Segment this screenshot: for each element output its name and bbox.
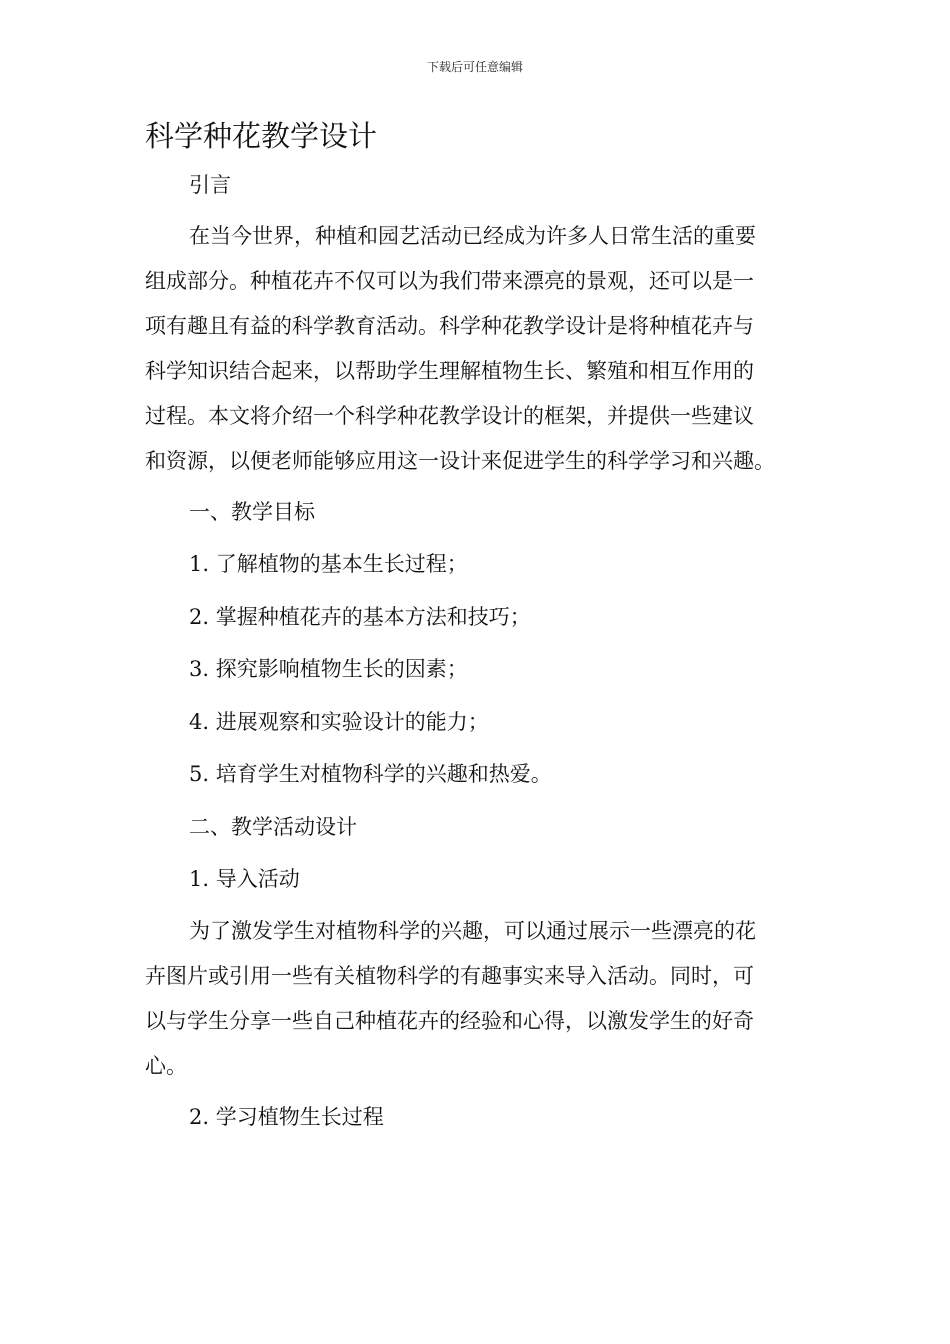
list-item: 4. 进展观察和实验设计的能力； xyxy=(189,710,489,734)
section-heading-activities: 二、教学活动设计 xyxy=(189,815,357,839)
paragraph-line: 以与学生分享一些自己种植花卉的经验和心得，以激发学生的好奇 xyxy=(145,1009,754,1033)
paragraph-line: 过程。本文将介绍一个科学种花教学设计的框架，并提供一些建议 xyxy=(145,404,754,428)
paragraph-line: 为了激发学生对植物科学的兴趣，可以通过展示一些漂亮的花 xyxy=(189,919,756,943)
list-item: 5. 培育学生对植物科学的兴趣和热爱。 xyxy=(189,762,552,786)
paragraph-line: 科学知识结合起来，以帮助学生理解植物生长、繁殖和相互作用的 xyxy=(145,359,754,383)
paragraph-line: 心。 xyxy=(145,1054,187,1078)
paragraph-line: 组成部分。种植花卉不仅可以为我们带来漂亮的景观，还可以是一 xyxy=(145,269,754,293)
paragraph-line: 项有趣且有益的科学教育活动。科学种花教学设计是将种植花卉与 xyxy=(145,314,754,338)
subsection-heading-intro-activity: 1. 导入活动 xyxy=(189,867,300,891)
subsection-heading-growth-process: 2. 学习植物生长过程 xyxy=(189,1105,384,1129)
list-item: 1. 了解植物的基本生长过程； xyxy=(189,552,468,576)
section-heading-objectives: 一、教学目标 xyxy=(189,500,315,524)
list-item: 2. 掌握种植花卉的基本方法和技巧； xyxy=(189,605,531,629)
paragraph-line: 和资源，以便老师能够应用这一设计来促进学生的科学学习和兴趣。 xyxy=(145,449,775,473)
page-header-note: 下载后可任意编辑 xyxy=(426,60,523,74)
paragraph-line: 在当今世界，种植和园艺活动已经成为许多人日常生活的重要 xyxy=(189,224,756,248)
paragraph-line: 卉图片或引用一些有关植物科学的有趣事实来导入活动。同时，可 xyxy=(145,964,754,988)
document-title: 科学种花教学设计 xyxy=(145,119,378,153)
list-item: 3. 探究影响植物生长的因素； xyxy=(189,657,468,681)
intro-heading: 引言 xyxy=(189,173,231,197)
